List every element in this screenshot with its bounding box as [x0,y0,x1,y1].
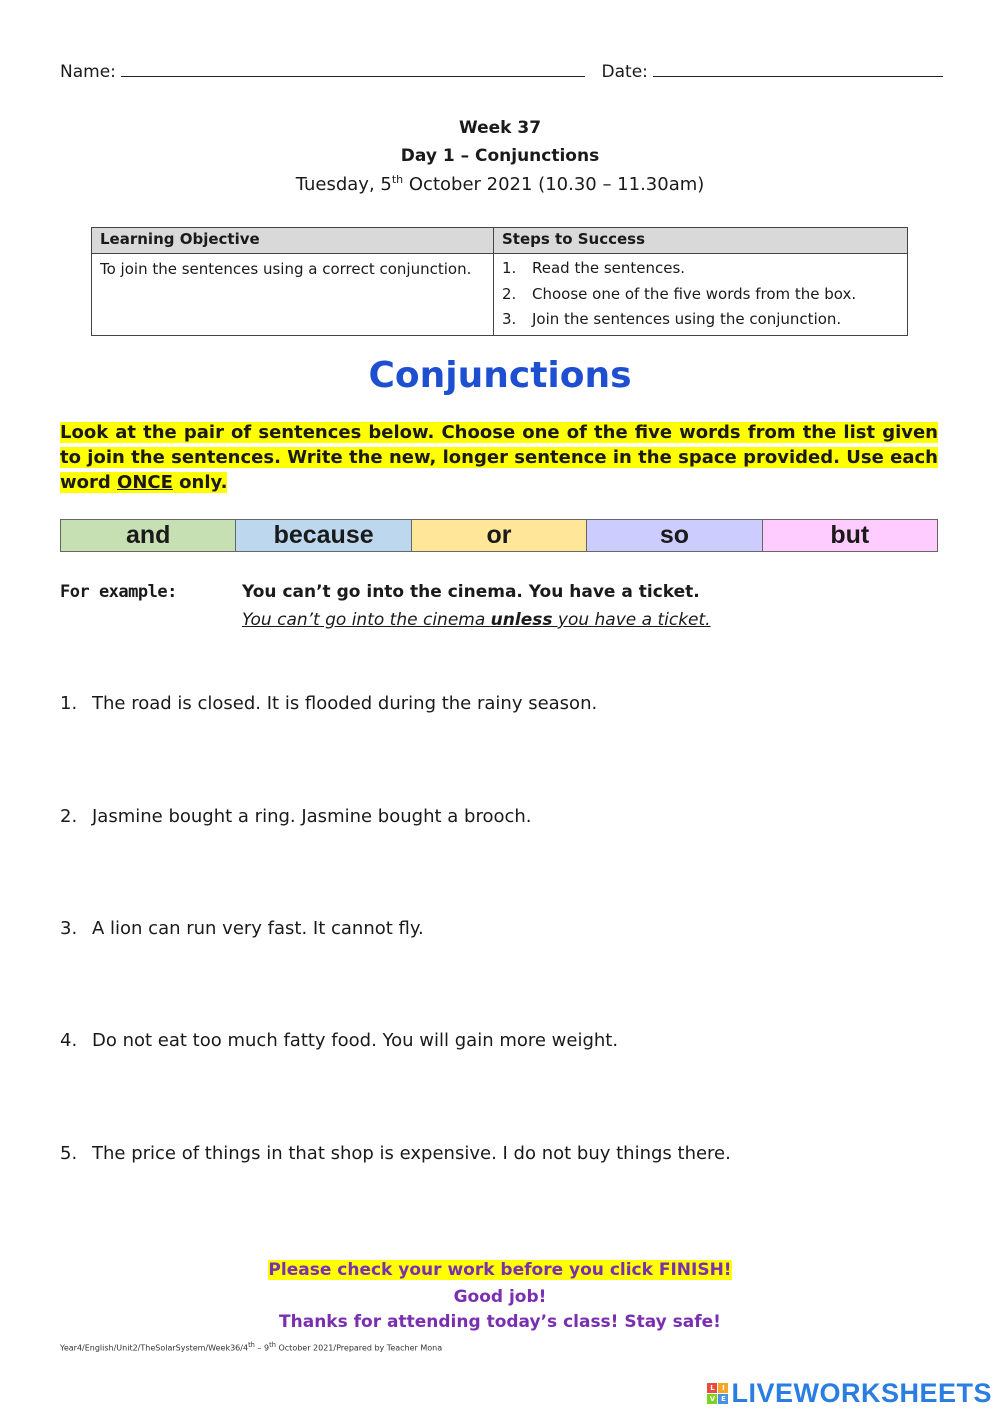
instructions: Look at the pair of sentences below. Choose one of the five words from the list given to join the sentences. Write the new, longer sentence in the space provided. Use each word ONCE only. [60,422,938,493]
good-job-text: Good job! [453,1287,547,1307]
word-because: because [236,520,411,551]
example-answer: You can’t go into the cinema unless you have a ticket. [242,610,711,630]
logo-cell: V [707,1394,717,1404]
word-so: so [587,520,762,551]
liveworksheets-logo[interactable] [707,1378,992,1409]
steps-list [494,254,908,336]
name-date-line [60,62,940,82]
steps-header: Steps to Success [494,228,908,254]
conjunction-word-box [60,519,938,552]
week-title: Week 37 [458,118,542,138]
page-title: Conjunctions [368,355,632,396]
check-reminder: Please check your work before you click FINISH! [268,1260,732,1280]
word-or: or [412,520,587,551]
thanks-text: Thanks for attending today’s class! Stay safe! [279,1312,721,1332]
name-label: Name: [60,62,116,82]
logo-cell: I [718,1383,728,1393]
question-item: 1. The road is closed. It is flooded during the rainy season. [60,693,598,714]
question-item: 5. The price of things in that shop is expensive. I do not buy things there. [60,1143,731,1164]
date-field[interactable] [653,62,943,77]
logo-cell: L [707,1383,717,1393]
lesson-date: Tuesday, 5th October 2021 (10.30 – 11.30am) [295,173,705,195]
learning-objective-table [91,227,908,336]
logo-cell: E [718,1394,728,1404]
word-but: but [763,520,937,551]
step-item: 3. Join the sentences using the conjunction. [502,310,842,328]
word-and: and [61,520,236,551]
logo-text: LIVEWORKSHEETS [731,1378,992,1408]
step-item: 1. Read the sentences. [502,259,686,277]
example-question: You can’t go into the cinema. You have a ticket. [242,582,700,602]
example-label: For example: [60,582,177,602]
step-item: 2. Choose one of the five words from the box. [502,284,857,303]
question-item: 3. A lion can run very fast. It cannot fly. [60,918,424,939]
objective-header: Learning Objective [92,228,494,254]
date-label: Date: [601,62,648,82]
logo-icon [707,1383,728,1404]
name-field[interactable] [121,62,585,77]
question-item: 4. Do not eat too much fatty food. You will gain more weight. [60,1030,619,1051]
day-title: Day 1 – Conjunctions [400,146,600,166]
question-item: 2. Jasmine bought a ring. Jasmine bought a brooch. [60,806,532,827]
credit-line: Year4/English/Unit2/TheSolarSystem/Week36/4th – 9th October 2021/Prepared by Teacher Mona [60,1341,443,1353]
objective-text: To join the sentences using a correct conjunction. [92,254,494,336]
